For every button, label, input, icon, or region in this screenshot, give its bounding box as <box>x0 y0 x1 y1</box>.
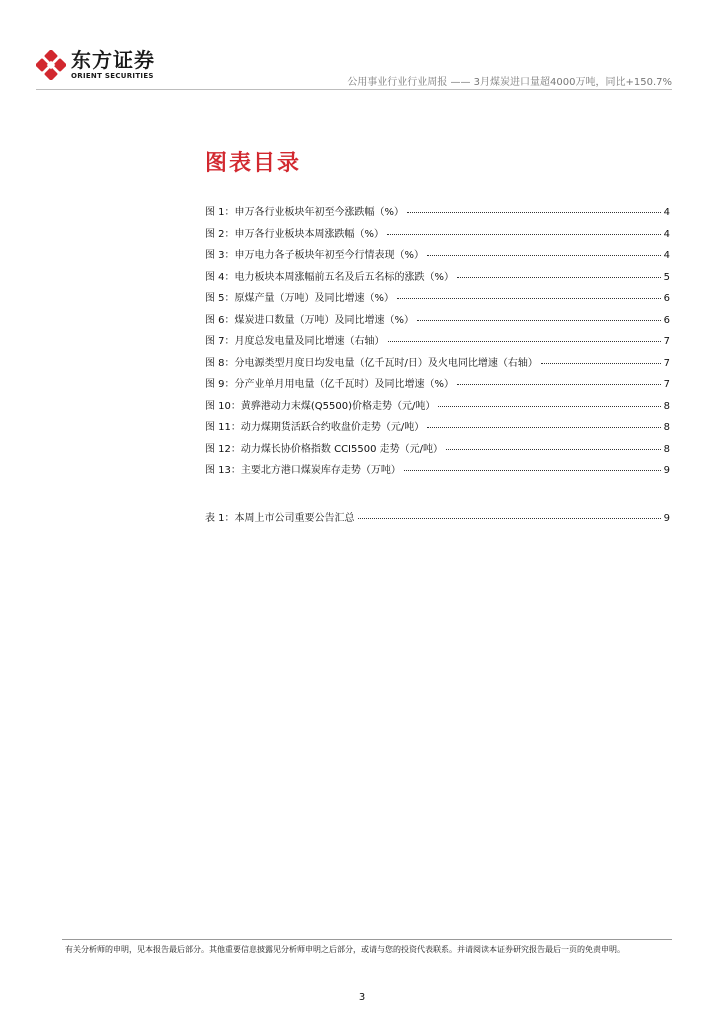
toc-entry-figure-12[interactable] <box>205 440 670 462</box>
toc-entry-page: 7 <box>663 379 670 390</box>
toc-entry-page: 6 <box>663 314 670 326</box>
logo-chinese-name: 东方证券 <box>71 48 155 72</box>
toc-entry-label: 表 1：本周上市公司重要公告汇总 <box>205 513 355 524</box>
toc-entry-figure-13[interactable] <box>205 461 670 483</box>
toc-entry-page: 4 <box>663 207 670 218</box>
toc-entry-page: 5 <box>663 271 670 283</box>
toc-entry-label: 图 12：动力煤长协价格指数 CCI5500 走势（元/吨） <box>205 443 443 455</box>
dot-leader <box>427 427 660 428</box>
toc-entry-figure-7[interactable] <box>205 332 670 354</box>
orient-securities-logo-icon <box>36 50 66 80</box>
toc-entry-page: 4 <box>663 250 670 261</box>
toc-entry-label: 图 5：原煤产量（万吨）及同比增速（%） <box>205 293 395 304</box>
toc-entry-figure-9[interactable] <box>205 375 670 397</box>
dot-leader <box>446 449 661 450</box>
toc-entry-page: 4 <box>663 228 670 240</box>
figure-list <box>205 203 670 483</box>
toc-entry-label: 图 3：申万电力各子板块年初至今行情表现（%） <box>205 250 425 261</box>
dot-leader <box>407 212 661 213</box>
toc-entry-label: 图 13：主要北方港口煤炭库存走势（万吨） <box>205 465 401 476</box>
toc-entry-figure-10[interactable] <box>205 397 670 419</box>
disclaimer-text: 有关分析师的申明，见本报告最后部分。其他重要信息披露见分析师申明之后部分，或请与您的投资代表联系。并请阅读本证券研究报告最后一页的免责申明。 <box>65 945 625 954</box>
toc-entry-page: 8 <box>663 400 670 412</box>
toc-entry-page: 6 <box>663 293 670 304</box>
toc-entry-page: 9 <box>663 513 670 524</box>
toc-entry-figure-2[interactable] <box>205 225 670 247</box>
toc-entry-page: 8 <box>663 443 670 455</box>
dot-leader <box>404 470 661 471</box>
toc-entry-figure-11[interactable] <box>205 418 670 440</box>
dot-leader <box>387 234 661 235</box>
toc-entry-figure-8[interactable] <box>205 354 670 376</box>
page-number: 3 <box>358 992 366 1003</box>
toc-entry-label: 图 10：黄骅港动力末煤(Q5500)价格走势（元/吨） <box>205 400 436 412</box>
dot-leader <box>457 384 661 385</box>
toc-entry-page: 9 <box>663 465 670 476</box>
toc-entry-page: 7 <box>663 357 670 369</box>
table-list <box>205 509 670 531</box>
toc-entry-label: 图 8：分电源类型月度日均发电量（亿千瓦时/日）及火电同比增速（右轴） <box>205 357 538 369</box>
footer-divider <box>62 939 672 940</box>
company-logo <box>36 50 155 80</box>
header-divider <box>36 89 672 90</box>
toc-entry-table-1[interactable] <box>205 509 670 531</box>
dot-leader <box>358 518 661 519</box>
toc-entry-label: 图 6：煤炭进口数量（万吨）及同比增速（%） <box>205 314 415 326</box>
dot-leader <box>438 406 660 407</box>
toc-title: 图表目录 <box>205 151 302 176</box>
toc-entry-figure-4[interactable] <box>205 268 670 290</box>
toc-entry-label: 图 1：申万各行业板块年初至今涨跌幅（%） <box>205 207 405 218</box>
dot-leader <box>388 341 661 342</box>
toc-entry-page: 8 <box>663 422 670 433</box>
dot-leader <box>417 320 661 321</box>
toc-entry-figure-1[interactable] <box>205 203 670 225</box>
toc-entry-label: 图 2：申万各行业板块本周涨跌幅（%） <box>205 228 385 240</box>
toc-entry-label: 图 9：分产业单月用电量（亿千瓦时）及同比增速（%） <box>205 379 455 390</box>
dot-leader <box>541 363 661 364</box>
toc-entry-label: 图 7：月度总发电量及同比增速（右轴） <box>205 336 385 347</box>
toc-entry-figure-5[interactable] <box>205 289 670 311</box>
dot-leader <box>427 255 661 256</box>
dot-leader <box>457 277 661 278</box>
toc-entry-figure-3[interactable] <box>205 246 670 268</box>
toc-entry-label: 图 4：电力板块本周涨幅前五名及后五名标的涨跌（%） <box>205 271 455 283</box>
toc-entry-figure-6[interactable] <box>205 311 670 333</box>
dot-leader <box>397 298 661 299</box>
toc-entry-page: 7 <box>663 336 670 347</box>
logo-english-name: ORIENT SECURITIES <box>71 72 154 80</box>
toc-entry-label: 图 11：动力煤期货活跃合约收盘价走势（元/吨） <box>205 422 425 433</box>
report-header-title: 公用事业行业行业周报 —— 3月煤炭进口量超4000万吨，同比+150.7% <box>347 77 672 88</box>
